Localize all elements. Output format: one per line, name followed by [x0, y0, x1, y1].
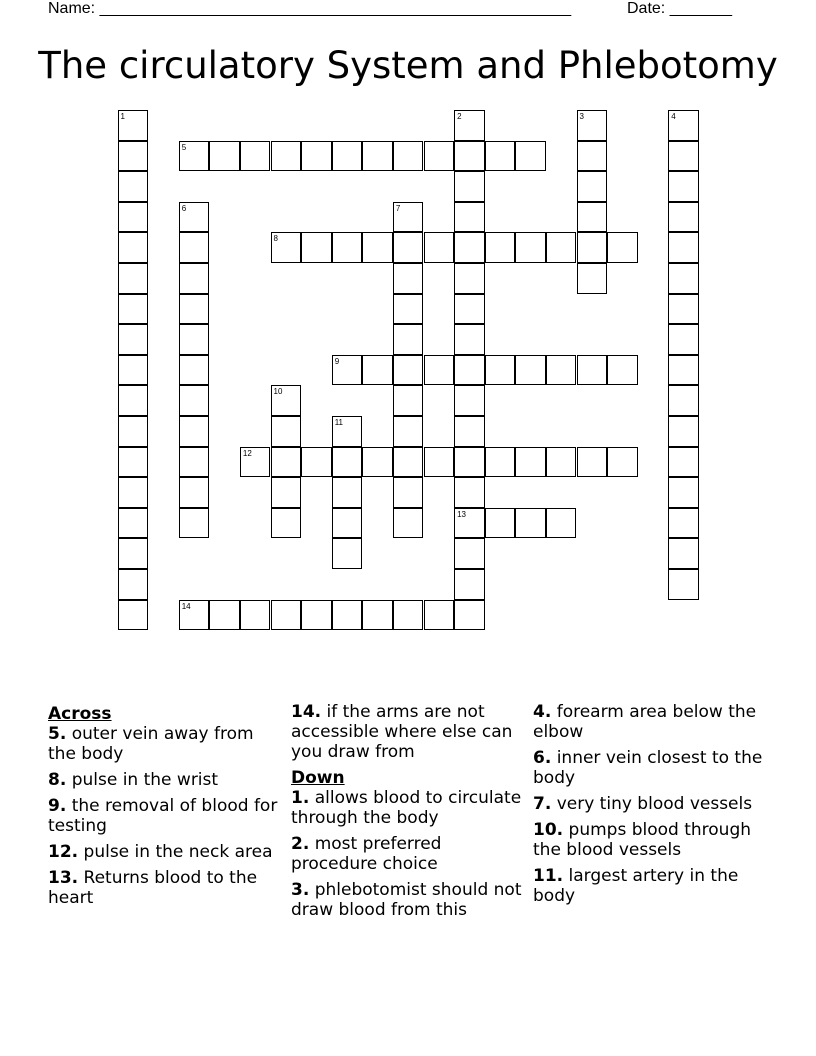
grid-cell[interactable]: [179, 477, 210, 508]
grid-cell[interactable]: [271, 385, 302, 416]
grid-cell[interactable]: [393, 508, 424, 539]
grid-cell[interactable]: [393, 600, 424, 631]
clue-text: forearm area below the elbow: [533, 702, 757, 742]
grid-cell[interactable]: [362, 232, 393, 263]
grid-cell[interactable]: [118, 385, 149, 416]
grid-cell[interactable]: [118, 294, 149, 325]
grid-cell[interactable]: [118, 600, 149, 631]
grid-cell[interactable]: [393, 141, 424, 172]
down-clue: [533, 820, 773, 860]
clue-text: largest artery in the body: [533, 866, 739, 906]
cell-number: 14: [181, 601, 191, 611]
grid-cell[interactable]: [332, 477, 363, 508]
grid-cell[interactable]: [668, 294, 699, 325]
grid-cell[interactable]: [424, 232, 455, 263]
clue-number: 8.: [48, 770, 67, 790]
grid-cell[interactable]: [515, 447, 546, 478]
grid-cell[interactable]: [668, 477, 699, 508]
clue-text: phlebotomist should not draw blood from this: [291, 880, 522, 920]
grid-cell[interactable]: [668, 569, 699, 600]
cell-number: 5: [181, 142, 187, 152]
grid-cell[interactable]: [179, 416, 210, 447]
grid-cell[interactable]: [393, 232, 424, 263]
grid-cell[interactable]: [454, 477, 485, 508]
grid-cell[interactable]: [271, 600, 302, 631]
grid-cell[interactable]: [332, 600, 363, 631]
grid-cell[interactable]: [118, 477, 149, 508]
grid-cell[interactable]: [209, 600, 240, 631]
grid-cell[interactable]: [424, 355, 455, 386]
grid-cell[interactable]: [209, 141, 240, 172]
grid-cell[interactable]: [577, 232, 608, 263]
grid-cell[interactable]: [332, 141, 363, 172]
grid-cell[interactable]: [332, 416, 363, 447]
grid-cell[interactable]: [515, 232, 546, 263]
grid-cell[interactable]: [393, 294, 424, 325]
clue-text: pumps blood through the blood vessels: [533, 820, 752, 860]
grid-cell[interactable]: [271, 447, 302, 478]
grid-cell[interactable]: [424, 141, 455, 172]
grid-cell[interactable]: [454, 385, 485, 416]
cell-number: 13: [457, 509, 466, 519]
grid-cell[interactable]: [301, 141, 332, 172]
grid-cell[interactable]: [332, 508, 363, 539]
grid-cell[interactable]: [546, 508, 577, 539]
clue-text: most preferred procedure choice: [291, 834, 442, 874]
clue-number: 14.: [291, 702, 322, 722]
clue-text: if the arms are not accessible where else can you draw from: [291, 702, 513, 762]
clue-number: 6.: [533, 748, 552, 768]
clue-number: 12.: [48, 842, 79, 862]
grid-cell[interactable]: [546, 447, 577, 478]
grid-cell[interactable]: [301, 232, 332, 263]
clue-text: inner vein closest to the body: [533, 748, 763, 788]
grid-cell[interactable]: [179, 600, 210, 631]
page-title: The circulatory System and Phlebotomy: [38, 44, 778, 87]
clue-text: outer vein away from the body: [48, 724, 254, 764]
grid-cell[interactable]: [454, 294, 485, 325]
grid-cell[interactable]: [668, 416, 699, 447]
grid-cell[interactable]: [179, 508, 210, 539]
grid-cell[interactable]: [607, 355, 638, 386]
grid-cell[interactable]: [668, 232, 699, 263]
down-heading: Down: [291, 768, 345, 788]
cell-number: 4: [671, 112, 676, 121]
grid-cell[interactable]: [485, 447, 516, 478]
grid-cell[interactable]: [454, 600, 485, 631]
grid-cell[interactable]: [668, 385, 699, 416]
clue-text: pulse in the wrist: [71, 770, 219, 790]
grid-cell[interactable]: [454, 416, 485, 447]
grid-cell[interactable]: [577, 110, 608, 141]
grid-cell[interactable]: [668, 324, 699, 355]
grid-cell[interactable]: [179, 263, 210, 294]
across-heading: Across: [48, 704, 112, 724]
grid-cell[interactable]: [362, 600, 393, 631]
grid-cell[interactable]: [118, 232, 149, 263]
clue-column-1: [48, 702, 280, 914]
grid-cell[interactable]: [118, 202, 149, 233]
cell-number: 9: [334, 356, 340, 366]
clue-text: the removal of blood for testing: [48, 796, 278, 836]
grid-cell[interactable]: [454, 569, 485, 600]
grid-cell[interactable]: [118, 263, 149, 294]
grid-cell[interactable]: [454, 508, 485, 539]
cell-number: 6: [181, 203, 187, 213]
grid-cell[interactable]: [485, 508, 516, 539]
clue-number: 9.: [48, 796, 67, 816]
cell-number: 1: [120, 112, 125, 121]
grid-cell[interactable]: [577, 171, 608, 202]
cell-number: 8: [273, 234, 278, 244]
cell-number: 12: [242, 448, 252, 458]
grid-cell[interactable]: [240, 447, 271, 478]
grid-cell[interactable]: [301, 600, 332, 631]
grid-cell[interactable]: [362, 141, 393, 172]
clue-text: pulse in the neck area: [83, 842, 273, 862]
grid-cell[interactable]: [454, 324, 485, 355]
grid-cell[interactable]: [118, 141, 149, 172]
grid-cell[interactable]: [362, 447, 393, 478]
grid-cell[interactable]: [607, 232, 638, 263]
clue-text: allows blood to circulate through the body: [291, 788, 522, 828]
cell-number: 10: [273, 387, 283, 397]
grid-cell[interactable]: [577, 447, 608, 478]
grid-cell[interactable]: [515, 355, 546, 386]
grid-cell[interactable]: [485, 232, 516, 263]
clue-text: very tiny blood vessels: [556, 794, 753, 814]
grid-cell[interactable]: [271, 416, 302, 447]
cell-number: 11: [334, 418, 343, 427]
grid-cell[interactable]: [271, 477, 302, 508]
grid-cell[interactable]: [577, 202, 608, 233]
down-clue: [533, 794, 773, 814]
grid-cell[interactable]: [240, 141, 271, 172]
grid-cell[interactable]: [668, 263, 699, 294]
grid-cell[interactable]: [515, 508, 546, 539]
grid-cell[interactable]: [393, 324, 424, 355]
grid-cell[interactable]: [118, 355, 149, 386]
grid-cell[interactable]: [454, 141, 485, 172]
grid-cell[interactable]: [485, 141, 516, 172]
grid-cell[interactable]: [424, 447, 455, 478]
grid-cell[interactable]: [668, 538, 699, 569]
grid-cell[interactable]: [179, 202, 210, 233]
grid-cell[interactable]: [577, 141, 608, 172]
grid-cell[interactable]: [301, 447, 332, 478]
cell-number: 7: [395, 203, 401, 213]
grid-cell[interactable]: [668, 508, 699, 539]
grid-cell[interactable]: [454, 232, 485, 263]
grid-cell[interactable]: [577, 355, 608, 386]
grid-cell[interactable]: [607, 447, 638, 478]
clue-text: Returns blood to the heart: [48, 868, 258, 908]
grid-cell[interactable]: [118, 508, 149, 539]
grid-cell[interactable]: [118, 447, 149, 478]
grid-cell[interactable]: [118, 416, 149, 447]
grid-cell[interactable]: [485, 355, 516, 386]
grid-cell[interactable]: [332, 232, 363, 263]
grid-cell[interactable]: [668, 447, 699, 478]
grid-cell[interactable]: [393, 385, 424, 416]
grid-cell[interactable]: [179, 324, 210, 355]
grid-cell[interactable]: [454, 171, 485, 202]
grid-cell[interactable]: [668, 141, 699, 172]
grid-cell[interactable]: [332, 447, 363, 478]
grid-cell[interactable]: [454, 110, 485, 141]
grid-cell[interactable]: [271, 232, 302, 263]
across-clue: [48, 868, 280, 908]
across-clue: [291, 702, 523, 762]
grid-cell[interactable]: [393, 447, 424, 478]
clue-column-3: [533, 702, 773, 912]
clue-number: 5.: [48, 724, 67, 744]
grid-cell[interactable]: [546, 232, 577, 263]
clue-column-2: [291, 702, 523, 926]
grid-cell[interactable]: [332, 538, 363, 569]
grid-cell[interactable]: [179, 447, 210, 478]
grid-cell[interactable]: [454, 355, 485, 386]
grid-cell[interactable]: [179, 294, 210, 325]
clue-number: 7.: [533, 794, 552, 814]
clue-number: 4.: [533, 702, 552, 722]
grid-cell[interactable]: [393, 355, 424, 386]
grid-cell[interactable]: [240, 600, 271, 631]
grid-cell[interactable]: [577, 263, 608, 294]
grid-cell[interactable]: [179, 355, 210, 386]
cell-number: 3: [579, 112, 584, 121]
clue-number: 13.: [48, 868, 79, 888]
grid-cell[interactable]: [546, 355, 577, 386]
clue-number: 11.: [533, 866, 564, 886]
grid-cell[interactable]: [424, 600, 455, 631]
down-clue: [533, 866, 773, 906]
grid-cell[interactable]: [668, 171, 699, 202]
cell-number: 2: [457, 112, 462, 121]
grid-cell[interactable]: [454, 263, 485, 294]
grid-cell[interactable]: [668, 110, 699, 141]
grid-cell[interactable]: [393, 416, 424, 447]
grid-cell[interactable]: [393, 477, 424, 508]
grid-cell[interactable]: [118, 569, 149, 600]
down-clue: [533, 748, 773, 788]
grid-cell[interactable]: [668, 355, 699, 386]
grid-cell[interactable]: [271, 141, 302, 172]
grid-cell[interactable]: [454, 447, 485, 478]
grid-cell[interactable]: [179, 232, 210, 263]
across-clue: [48, 796, 280, 836]
grid-cell[interactable]: [179, 385, 210, 416]
down-clue: [533, 702, 773, 742]
down-clue: [291, 788, 523, 828]
grid-cell[interactable]: [454, 538, 485, 569]
grid-cell[interactable]: [118, 171, 149, 202]
grid-cell[interactable]: [362, 355, 393, 386]
clue-number: 3.: [291, 880, 310, 900]
date-field: Date: _______: [627, 0, 732, 17]
across-clue: [48, 770, 280, 790]
grid-cell[interactable]: [118, 538, 149, 569]
down-clue: [291, 880, 523, 920]
grid-cell[interactable]: [454, 202, 485, 233]
grid-cell[interactable]: [118, 110, 149, 141]
clue-number: 10.: [533, 820, 564, 840]
clue-number: 1.: [291, 788, 310, 808]
grid-cell[interactable]: [515, 141, 546, 172]
across-clue: [48, 842, 280, 862]
grid-cell[interactable]: [668, 202, 699, 233]
name-field: Name: _____________________________________________________: [48, 0, 572, 17]
down-clue: [291, 834, 523, 874]
grid-cell[interactable]: [393, 202, 424, 233]
across-clue: [48, 724, 280, 764]
clue-number: 2.: [291, 834, 310, 854]
grid-cell[interactable]: [271, 508, 302, 539]
grid-cell[interactable]: [393, 263, 424, 294]
grid-cell[interactable]: [332, 355, 363, 386]
grid-cell[interactable]: [179, 141, 210, 172]
grid-cell[interactable]: [118, 324, 149, 355]
